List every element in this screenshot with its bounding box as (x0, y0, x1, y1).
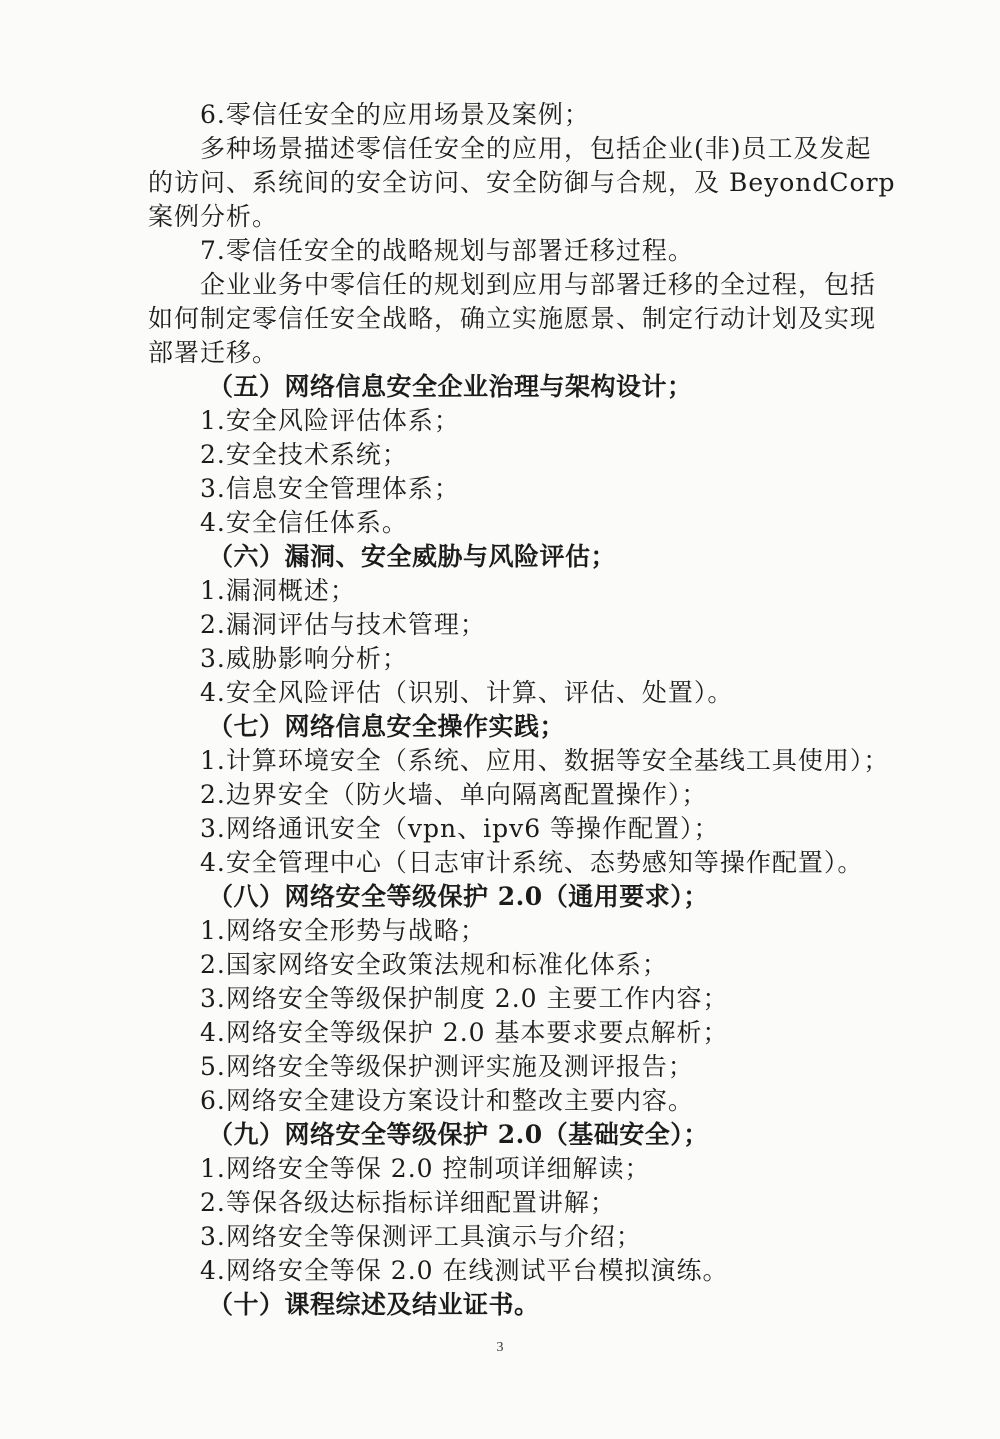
text-line: 3.网络安全等保测评工具演示与介绍； (200, 1222, 642, 1251)
text-line: 4.安全信任体系。 (200, 508, 408, 537)
text-line: 4.网络安全等级保护 2.0 基本要求要点解析； (200, 1018, 729, 1047)
text-line: 1.安全风险评估体系； (200, 406, 460, 435)
section-heading: （九）网络安全等级保护 2.0（基础安全）； (208, 1120, 709, 1149)
text-line: 的访问、系统间的安全访问、安全防御与合规，及 BeyondCorp (148, 168, 896, 197)
text-line: 4.网络安全等保 2.0 在线测试平台模拟演练。 (200, 1256, 729, 1285)
text-line: 3.威胁影响分析； (200, 644, 408, 673)
text-line: 7.零信任安全的战略规划与部署迁移过程。 (200, 236, 694, 265)
text-line: 部署迁移。 (148, 338, 279, 367)
text-line: 企业业务中零信任的规划到应用与部署迁移的全过程，包括 (200, 270, 877, 299)
text-line: 2.等保各级达标指标详细配置讲解； (200, 1188, 616, 1217)
page-number: 3 (496, 1340, 504, 1355)
text-line: 3.网络安全等级保护制度 2.0 主要工作内容； (200, 984, 729, 1013)
text-line: 2.国家网络安全政策法规和标准化体系； (200, 950, 668, 979)
section-heading: （八）网络安全等级保护 2.0（通用要求）； (208, 882, 709, 911)
text-line: 3.网络通讯安全（vpn、ipv6 等操作配置）； (200, 814, 720, 843)
text-line: 2.漏洞评估与技术管理； (200, 610, 486, 639)
section-heading: （五）网络信息安全企业治理与架构设计； (208, 372, 693, 401)
text-line: 3.信息安全管理体系； (200, 474, 460, 503)
text-line: 1.漏洞概述； (200, 576, 356, 605)
text-line: 4.安全管理中心（日志审计系统、态势感知等操作配置）。 (200, 848, 864, 877)
section-heading: （七）网络信息安全操作实践； (208, 712, 566, 741)
section-heading: （十）课程综述及结业证书。 (208, 1290, 540, 1319)
text-line: 6.零信任安全的应用场景及案例； (200, 100, 590, 129)
text-line: 2.安全技术系统； (200, 440, 408, 469)
text-line: 多种场景描述零信任安全的应用，包括企业(非)员工及发起 (200, 134, 872, 163)
section-heading: （六）漏洞、安全威胁与风险评估； (208, 542, 617, 571)
text-line: 1.网络安全形势与战略； (200, 916, 486, 945)
text-line: 1.计算环境安全（系统、应用、数据等安全基线工具使用）； (200, 746, 890, 775)
text-line: 如何制定零信任安全战略，确立实施愿景、制定行动计划及实现 (148, 304, 877, 333)
document-body (148, 98, 896, 1322)
text-line: 案例分析。 (148, 202, 279, 231)
text-line: 1.网络安全等保 2.0 控制项详细解读； (200, 1154, 651, 1183)
text-line: 2.边界安全（防火墙、单向隔离配置操作）； (200, 780, 708, 809)
text-line: 5.网络安全等级保护测评实施及测评报告； (200, 1052, 694, 1081)
text-line: 6.网络安全建设方案设计和整改主要内容。 (200, 1086, 694, 1115)
text-line: 4.安全风险评估（识别、计算、评估、处置）。 (200, 678, 734, 707)
